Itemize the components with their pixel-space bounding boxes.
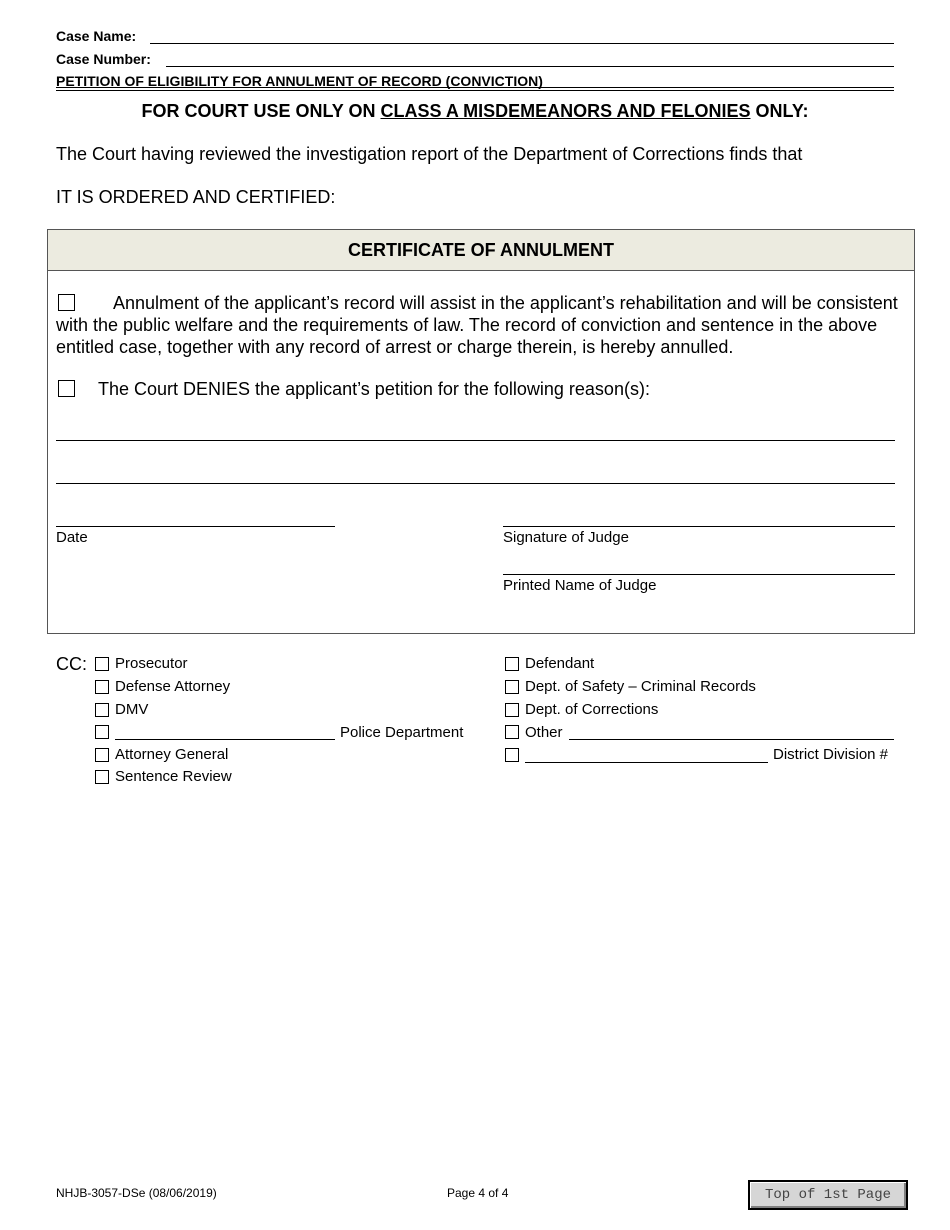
cc-prosecutor-checkbox[interactable] [95,657,109,671]
case-name-label: Case Name: [56,28,137,44]
grant-text: Annulment of the applicant’s record will assist in the applicant’s rehabilitation and will be consistent with the public welfare and the requirements of law. The record of conviction and sentence in the above entitled case, together with any record of arrest or charge therein, is hereby annulled. [56,293,898,357]
deny-reason-line-2[interactable] [56,483,895,484]
cc-dmv-label: DMV [115,701,149,718]
cc-prosecutor-label: Prosecutor [115,655,188,672]
court-use-heading [0,100,950,122]
petition-title: PETITION OF ELIGIBILITY FOR ANNULMENT OF RECORD (CONVICTION) [56,73,543,89]
finding-text: The Court having reviewed the investigation report of the Department of Corrections finds that [56,144,803,164]
page-number: Page 4 of 4 [447,1186,509,1200]
ordered-text: IT IS ORDERED AND CERTIFIED: [56,187,336,207]
cc-defendant-label: Defendant [525,655,595,672]
court-use-emphasis: CLASS A MISDEMEANORS AND FELONIES [380,101,751,121]
cc-other-field[interactable] [569,739,894,740]
printed-name-line[interactable] [503,574,895,575]
date-label: Date [56,529,88,546]
deny-text: The Court DENIES the applicant’s petition for the following reason(s): [98,379,650,399]
cc-dept-corrections-checkbox[interactable] [505,703,519,717]
top-of-first-page-button[interactable]: Top of 1st Page [748,1180,908,1210]
certificate-box [47,229,915,634]
cc-dept-safety-checkbox[interactable] [505,680,519,694]
cc-district-checkbox[interactable] [505,748,519,762]
deny-reason-line-1[interactable] [56,440,895,441]
printed-name-label: Printed Name of Judge [503,577,657,594]
signature-line[interactable] [503,526,895,527]
petition-rule-2 [56,90,894,91]
cc-other-label: Other [525,724,563,741]
cc-defense-attorney-label: Defense Attorney [115,678,231,695]
cc-other-checkbox[interactable] [505,725,519,739]
signature-label: Signature of Judge [503,529,629,546]
cc-defense-attorney-checkbox[interactable] [95,680,109,694]
deny-checkbox[interactable] [58,380,75,397]
cc-label: CC: [56,654,87,674]
cc-police-label: Police Department [340,724,464,741]
court-use-prefix: FOR COURT USE ONLY ON [141,101,381,121]
case-number-label: Case Number: [56,51,151,67]
cc-sentence-review-checkbox[interactable] [95,770,109,784]
cc-dmv-checkbox[interactable] [95,703,109,717]
cc-defendant-checkbox[interactable] [505,657,519,671]
cc-police-name-field[interactable] [115,739,335,740]
date-line[interactable] [56,526,335,527]
case-name-field[interactable] [150,43,894,44]
court-use-suffix: ONLY: [750,101,809,121]
certificate-title: CERTIFICATE OF ANNULMENT [48,230,914,271]
cc-district-label: District Division # [773,746,889,763]
cc-attorney-general-checkbox[interactable] [95,748,109,762]
cc-attorney-general-label: Attorney General [115,746,229,763]
cc-district-name-field[interactable] [525,762,768,763]
cc-dept-safety-label: Dept. of Safety – Criminal Records [525,678,756,695]
cc-dept-corrections-label: Dept. of Corrections [525,701,659,718]
form-id: NHJB-3057-DSe (08/06/2019) [56,1186,217,1200]
case-number-field[interactable] [166,66,894,67]
cc-police-checkbox[interactable] [95,725,109,739]
petition-rule-1 [56,87,894,88]
cc-sentence-review-label: Sentence Review [115,768,232,785]
